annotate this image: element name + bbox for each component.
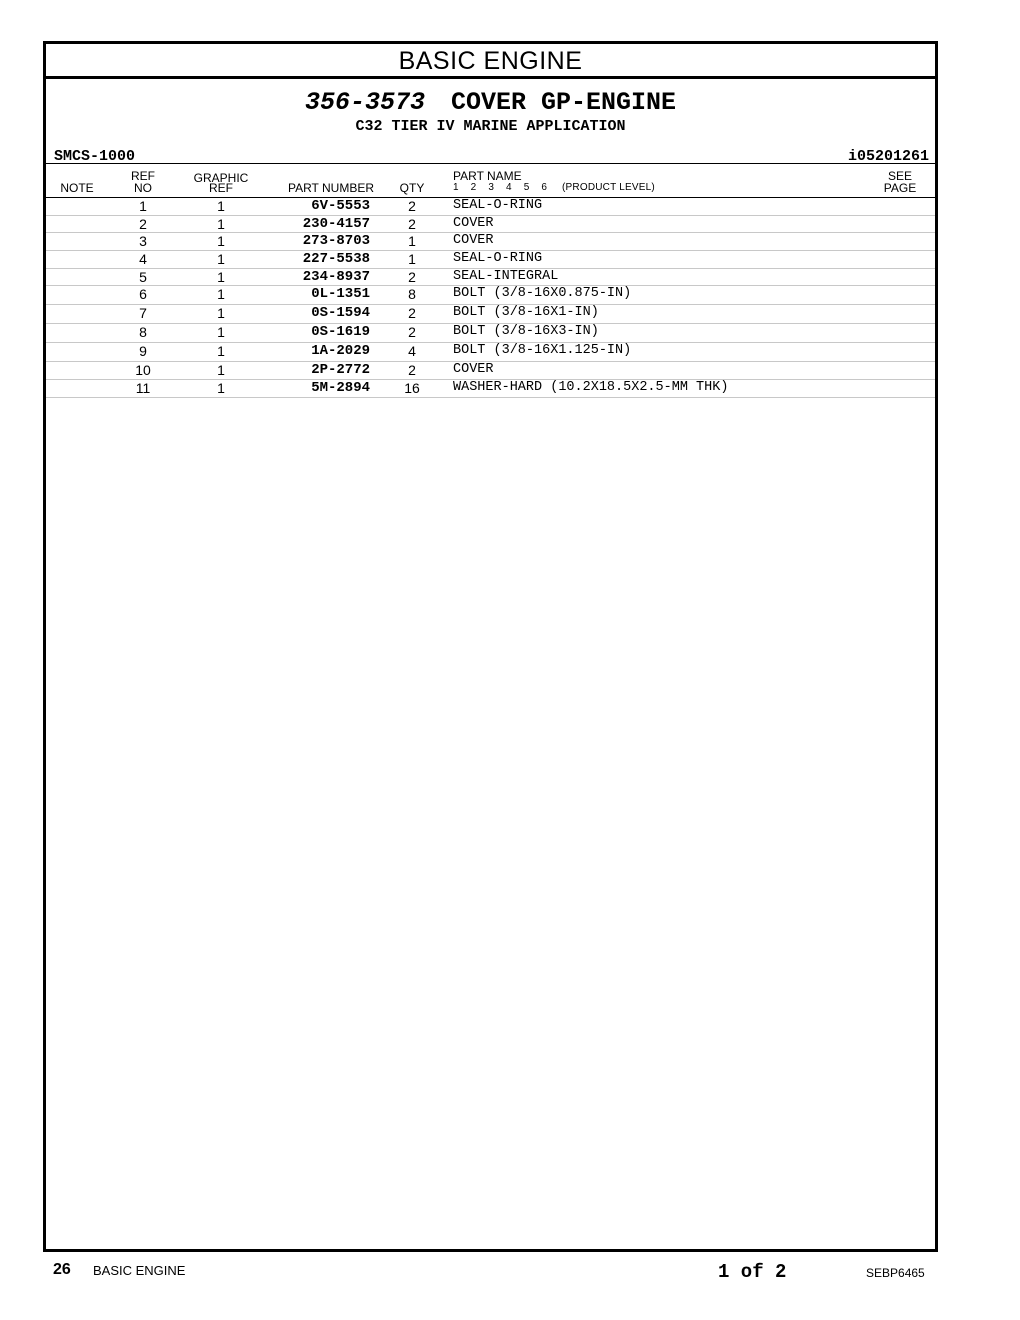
col-part-name: PART NAME <box>453 169 522 183</box>
graphic-ref: 1 <box>217 198 225 214</box>
table-row <box>46 324 935 343</box>
illustration-id: i05201261 <box>847 148 929 165</box>
table-row <box>46 233 935 251</box>
part-number: 0S-1619 <box>311 324 370 341</box>
ref-no: 6 <box>139 286 147 303</box>
part-name: SEAL-INTEGRAL <box>453 268 559 284</box>
part-name: BOLT (3/8-16X1.125-IN) <box>453 343 632 359</box>
table-row <box>46 251 935 269</box>
part-number: 230-4157 <box>302 215 370 232</box>
graphic-ref: 1 <box>217 251 225 268</box>
graphic-ref: 1 <box>217 380 225 397</box>
part-name: SEAL-O-RING <box>453 251 543 267</box>
table-row <box>46 269 935 287</box>
application-label: C32 TIER IV MARINE APPLICATION <box>355 118 626 135</box>
qty: 16 <box>404 380 420 397</box>
header-divider <box>46 163 935 164</box>
part-name: COVER <box>453 233 494 249</box>
ref-no: 3 <box>139 233 147 250</box>
group-name: COVER GP-ENGINE <box>450 88 677 117</box>
group-part-number: 356-3573 <box>304 88 425 117</box>
col-see-page-bottom: PAGE <box>883 181 917 195</box>
ref-no: 2 <box>139 215 147 232</box>
part-number: 2P-2772 <box>311 362 370 379</box>
part-number: 5M-2894 <box>311 380 370 397</box>
graphic-ref: 1 <box>217 215 225 232</box>
table-row <box>46 286 935 305</box>
table-row <box>46 343 935 362</box>
page-number: 26 <box>53 1261 71 1278</box>
parts-page-frame <box>43 41 938 1252</box>
qty: 2 <box>408 268 416 285</box>
ref-no: 9 <box>139 343 147 360</box>
graphic-ref: 1 <box>217 233 225 250</box>
smcs-code: SMCS-1000 <box>54 148 136 165</box>
part-name: SEAL-O-RING <box>453 198 543 213</box>
qty: 1 <box>408 233 416 250</box>
graphic-ref: 1 <box>217 286 225 303</box>
qty: 8 <box>408 286 416 303</box>
part-number: 1A-2029 <box>311 343 370 360</box>
ref-no: 1 <box>139 198 147 214</box>
table-row <box>46 216 935 234</box>
graphic-ref: 1 <box>217 343 225 360</box>
part-number: 234-8937 <box>302 268 370 285</box>
col-part-number: PART NUMBER <box>287 181 374 195</box>
part-number: 0L-1351 <box>311 286 370 303</box>
ref-no: 7 <box>139 305 147 322</box>
ref-no: 4 <box>139 251 147 268</box>
col-note: NOTE <box>60 181 94 195</box>
ref-no: 11 <box>135 380 151 397</box>
part-number: 0S-1594 <box>311 305 370 322</box>
qty: 2 <box>408 215 416 232</box>
footer-section-title: BASIC ENGINE <box>93 1263 186 1278</box>
qty: 1 <box>408 251 416 268</box>
group-title <box>46 88 935 117</box>
col-graphic-ref-top: GRAPHIC <box>193 171 249 185</box>
qty: 2 <box>408 362 416 379</box>
graphic-ref: 1 <box>217 305 225 322</box>
col-graphic-ref-bottom: REF <box>209 181 233 195</box>
parts-table <box>46 198 935 398</box>
col-qty: QTY <box>399 181 425 195</box>
document-number: SEBP6465 <box>866 1266 925 1280</box>
ref-no: 5 <box>139 268 147 285</box>
part-name: WASHER-HARD (10.2X18.5X2.5-MM THK) <box>453 380 729 396</box>
part-name: BOLT (3/8-16X1-IN) <box>453 305 599 321</box>
part-number: 6V-5553 <box>311 198 370 214</box>
graphic-ref: 1 <box>217 324 225 341</box>
part-name: BOLT (3/8-16X0.875-IN) <box>453 286 632 302</box>
col-ref-no-top: REF <box>131 169 155 183</box>
part-number: 227-5538 <box>302 251 370 268</box>
table-row <box>46 362 935 380</box>
part-name: COVER <box>453 362 494 378</box>
col-ref-no-bottom: NO <box>134 181 152 195</box>
section-title: BASIC ENGINE <box>46 44 935 79</box>
part-name: BOLT (3/8-16X3-IN) <box>453 324 599 340</box>
ref-no: 10 <box>135 362 151 379</box>
part-number: 273-8703 <box>302 233 370 250</box>
table-row <box>46 380 935 398</box>
graphic-ref: 1 <box>217 268 225 285</box>
col-see-page-top: SEE <box>887 169 912 183</box>
sheet-indicator: 1 of 2 <box>718 1261 787 1283</box>
graphic-ref: 1 <box>217 362 225 379</box>
table-row <box>46 198 935 216</box>
ref-no: 8 <box>139 324 147 341</box>
qty: 2 <box>408 198 416 214</box>
qty: 4 <box>408 343 416 360</box>
product-levels: 1 2 3 4 5 6 (PRODUCT LEVEL) <box>453 182 655 193</box>
table-row <box>46 305 935 324</box>
qty: 2 <box>408 324 416 341</box>
part-name: COVER <box>453 215 494 231</box>
qty: 2 <box>408 305 416 322</box>
